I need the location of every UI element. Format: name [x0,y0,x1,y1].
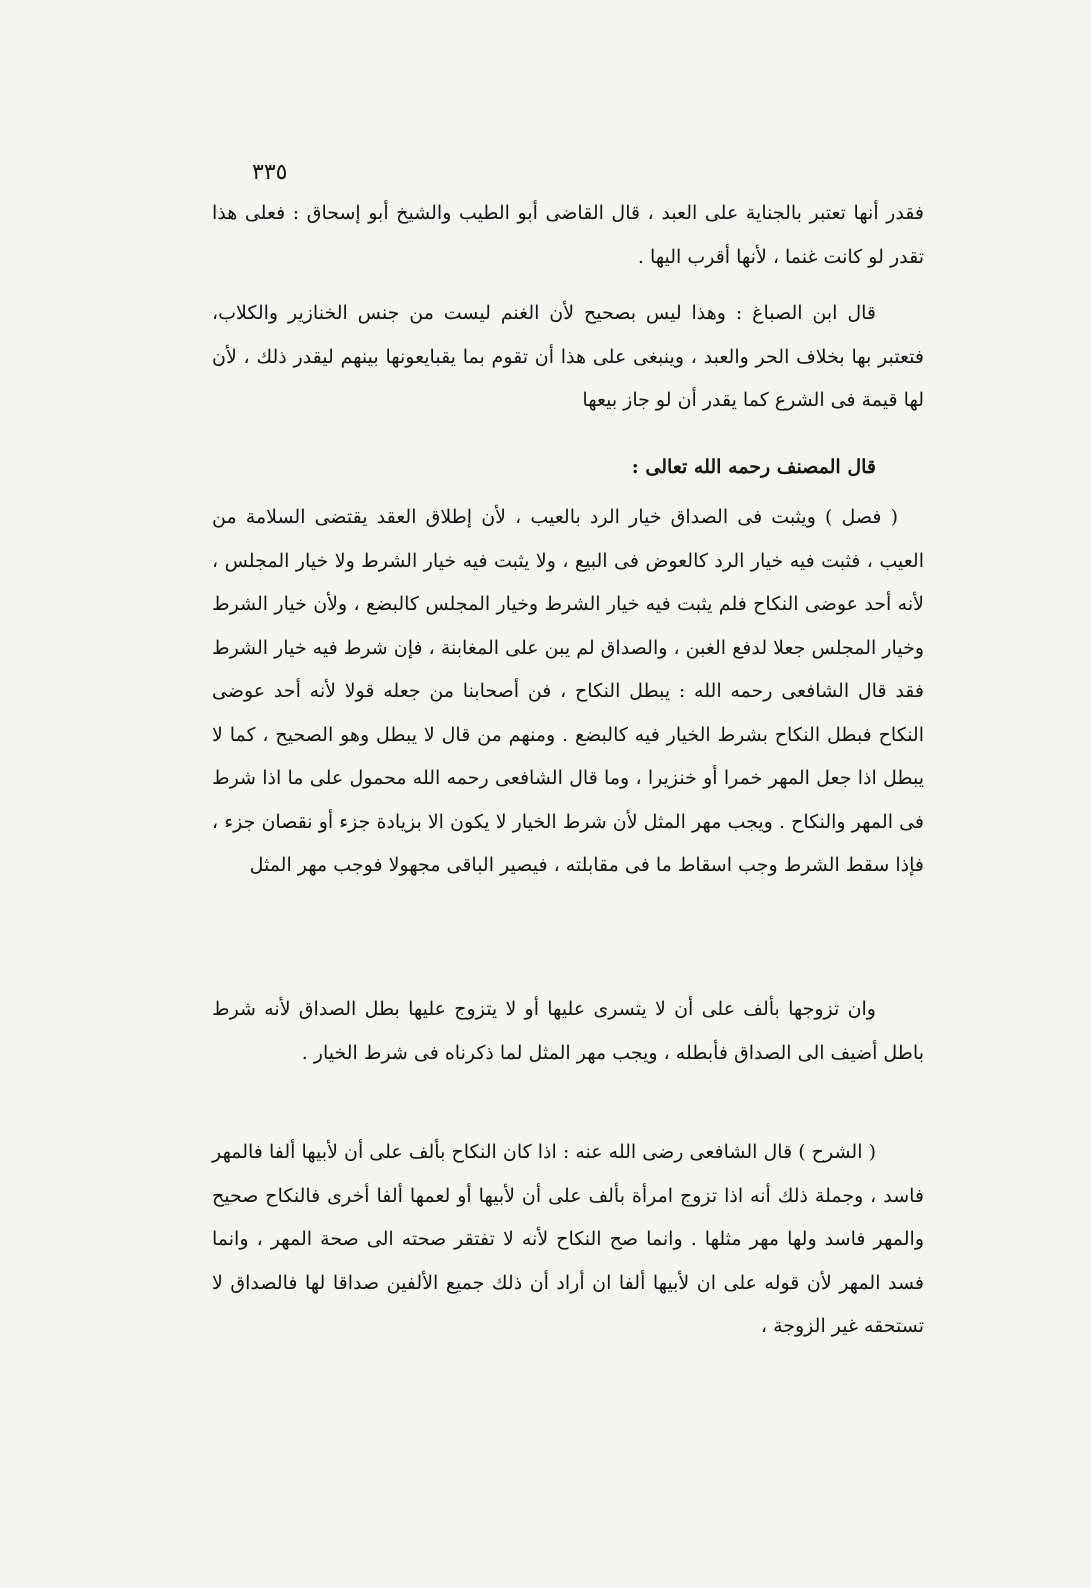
paragraph: فقدر أنها تعتبر بالجناية على العبد ، قال القاضى أبو الطيب والشيخ أبو إسحاق : فعلى هذا تقدر لو كانت غنما ، لأنها أقرب اليها . [212,202,924,268]
paragraph: ( الشرح ) قال الشافعى رضى الله عنه : اذا كان النكاح بألف على أن لأبيها ألفا فالمهر فاسد ، وجملة ذلك أنه اذا تزوج امرأة بألف على أن لأبيها أو لعمها ألفا أخرى فالنكاح صحيح والمهر فاسد ولها مهر مثلها . وانما صح النكاح لأنه لا تفتقر صحته الى صحة المهر ، وانما فسد المهر لأن قوله على ان لأبيها ألفا ان أراد أن ذلك جميع الألفين صداقا لها فالصداق لا تستحقه غير الزوجة ، [212,1141,924,1337]
section-heading-block [212,446,924,490]
text-block [212,988,924,1075]
paragraph: قال ابن الصباغ : وهذا ليس بصحيح لأن الغنم ليست من جنس الخنازير والكلاب، فتعتبر بها بخلاف الحر والعبد ، وينبغى على هذا أن تقوم بما يقبايعونها بينهم ليقدر ذلك ، لأن لها قيمة فى الشرع كما يقدر أن لو جاز بيعها [212,302,924,411]
text-block [212,1131,924,1349]
paragraph: وان تزوجها بألف على أن لا يتسرى عليها أو لا يتزوج عليها بطل الصداق لأنه شرط باطل أضيف الى الصداق فأبطله ، ويجب مهر المثل لما ذكرناه فى شرط الخيار . [212,998,924,1064]
section-heading: قال المصنف رحمه الله تعالى : [631,456,876,478]
text-block [212,292,924,423]
page-number: ٣٣٥ [252,160,288,185]
text-block [212,496,924,888]
paragraph: ( فصل ) ويثبت فى الصداق خيار الرد بالعيب ، لأن إطلاق العقد يقتضى السلامة من العيب ، فثبت فيه خيار الرد كالعوض فى البيع ، ولا يثبت فيه خيار الشرط ولا خيار المجلس ، لأنه أحد عوضى النكاح فلم يثبت فيه خيار الشرط وخيار المجلس كالبضع ، ولأن خيار الشرط وخيار المجلس جعلا لدفع الغبن ، والصداق لم يبن على المغابنة ، فإن شرط فيه خيار الشرط فقد قال الشافعى رحمه الله : يبطل النكاح ، فن أصحابنا من جعله قولا لأنه أحد عوضى النكاح فبطل النكاح بشرط الخيار فيه كالبضع . ومنهم من قال لا يبطل وهو الصحيح ، كما لا يبطل اذا جعل المهر خمرا أو خنزيرا ، وما قال الشافعى رحمه الله محمول على ما اذا شرط فى المهر والنكاح . ويجب مهر المثل لأن شرط الخيار لا يكون الا بزيادة جزء أو نقصان جزء ، فإذا سقط الشرط وجب اسقاط ما فى مقابلته ، فيصير الباقى مجهولا فوجب مهر المثل [212,506,924,876]
text-block [212,192,924,279]
